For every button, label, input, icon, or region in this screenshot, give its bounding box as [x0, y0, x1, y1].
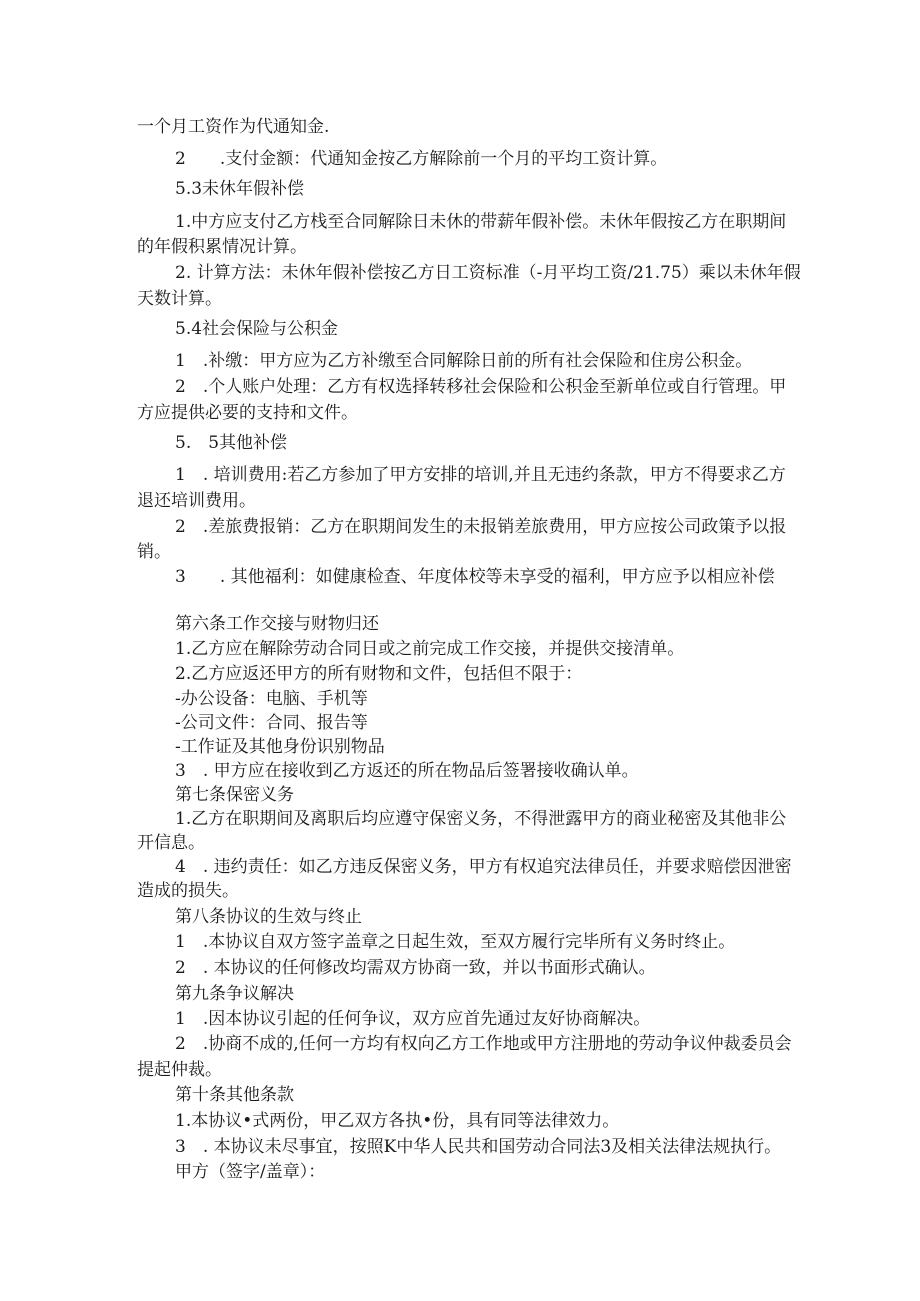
text-line: 1.乙方应在解除劳动合同日或之前完成工作交接，并提供交接清单。	[175, 639, 685, 659]
list-item: -工作证及其他身份识别物品	[175, 737, 385, 757]
text-line: 提起仲裁。	[137, 1060, 222, 1080]
text-line: 天数计算。	[137, 289, 222, 309]
text-line: 2. 计算方法：未休年假补偿按乙方日工资标准（-月平均工资/21.75）乘以未休年假	[175, 263, 801, 283]
text-line: 2 .个人账户处理：乙方有权选择转移社会保险和公积金至新单位或自行管理。甲	[175, 377, 787, 397]
text-line: 造成的损失。	[137, 881, 239, 901]
section-heading: 第八条协议的生效与终止	[175, 907, 362, 927]
text-line: 1.中方应支付乙方栈至合同解除日未休的带薪年假补偿。未休年假按乙方在职期间	[175, 212, 787, 232]
list-item: -办公设备：电脑、手机等	[175, 689, 368, 709]
text-line: 3 . 本协议未尽事宜，按照K中华人民共和国劳动合同法3及相关法律法规执行。	[175, 1137, 782, 1157]
text-line: 一个月工资作为代通知金.	[137, 117, 330, 137]
text-line: 方应提供必要的支持和文件。	[137, 403, 358, 423]
signature-label: 甲方（签字/盖章）：	[175, 1162, 326, 1182]
text-line: 1 .本协议自双方签字盖章之日起生效，至双方履行完毕所有义务时终止。	[175, 932, 736, 952]
text-line: 1.本协议•式两份，甲乙双方各执•份，具有同等法律效力。	[175, 1111, 620, 1131]
section-heading: 5. 5其他补偿	[175, 433, 288, 453]
text-line: 3 . 其他福利：如健康检查、年度体校等未享受的福利，甲方应予以相应补偿	[175, 567, 775, 587]
text-line: 4 . 违约责任：如乙方违反保密义务，甲方有权追究法律员任，并要求赔偿因泄密	[175, 857, 792, 877]
text-line: 2 .差旅费报销：乙方在职期间发生的未报销差旅费用，甲方应按公司政策予以报	[175, 517, 787, 537]
text-line: 销。	[137, 542, 171, 562]
text-line: 2 . 本协议的任何修改均需双方协商一致，并以书面形式确认。	[175, 958, 656, 978]
text-line: 3 . 甲方应在接收到乙方返还的所在物品后签署接收确认单。	[175, 761, 639, 781]
text-line: 1.乙方在职期间及离职后均应遵守保密义务，不得泄露甲方的商业秘密及其他非公	[175, 809, 787, 829]
section-heading: 5.4社会保险与公积金	[175, 319, 339, 339]
text-line: 2 .支付金额：代通知金按乙方解除前一个月的平均工资计算。	[175, 149, 668, 169]
section-heading: 第十条其他条款	[175, 1085, 294, 1105]
text-line: 开信息。	[137, 833, 205, 853]
text-line: 2.乙方应返还甲方的所有财物和文件，包括但不限于：	[175, 664, 583, 684]
section-heading: 第九条争议解决	[175, 984, 294, 1004]
section-heading: 第六条工作交接与财物归还	[175, 614, 379, 634]
text-line: 1 .因本协议引起的任何争议，双方应首先通过友好协商解决。	[175, 1009, 651, 1029]
section-heading: 第七条保密义务	[175, 785, 294, 805]
section-heading: 5.3未休年假补偿	[175, 179, 305, 199]
text-line: 退还培训费用。	[137, 491, 256, 511]
list-item: -公司文件：合同、报告等	[175, 713, 368, 733]
text-line: 1 . 培训费用:若乙方参加了甲方安排的培训,并且无违约条款，甲方不得要求乙方	[175, 465, 786, 485]
text-line: 的年假积累情况计算。	[137, 237, 307, 257]
text-line: 1 .补缴：甲方应为乙方补缴至合同解除日前的所有社会保险和住房公积金。	[175, 351, 753, 371]
text-line: 2 .协商不成的,任何一方均有权向乙方工作地或甲方注册地的劳动争议仲裁委员会	[175, 1034, 792, 1054]
